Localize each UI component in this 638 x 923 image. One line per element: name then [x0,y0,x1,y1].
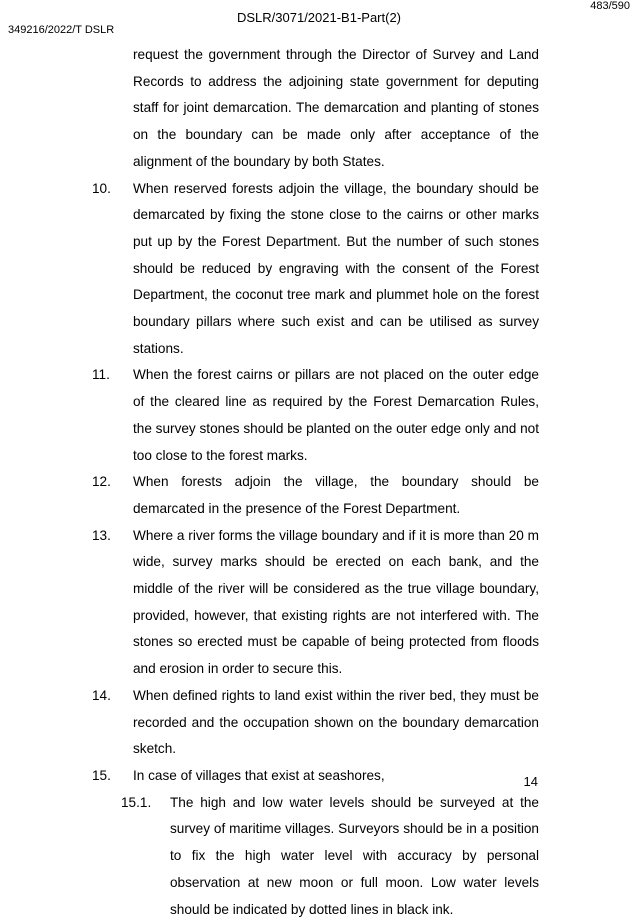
paragraph-number: 15. [92,767,111,783]
paragraph-text: When reserved forests adjoin the village, the boundary should be demarcated by fixing the stone close to the cairns or other marks put up by the Forest Department. But the number of such stones should be reduced by engraving with the consent of the Forest Department, the coconut tree mark and plummet hole on the forest boundary pillars where such exist and can be utilised as survey stations. [133,180,539,356]
file-reference: 349216/2022/T DSLR [8,24,115,36]
intro-paragraph [92,42,539,176]
paragraph-number: 12. [92,474,111,490]
page-counter: 483/590 [590,0,630,12]
paragraph-text: In case of villages that exist at seashores, [133,767,385,783]
subparagraph-number: 15.1. [121,794,152,810]
paragraph-number: 10. [92,180,111,196]
paragraph-text: When defined rights to land exist within the river bed, they must be recorded and the occupation shown on the boundary demarcation sketch. [133,687,539,757]
subparagraph-15-1 [92,790,539,923]
paragraph-number: 11. [92,367,110,383]
paragraph-13 [92,523,539,683]
document-reference: DSLR/3071/2021-B1-Part(2) [236,10,402,25]
paragraph-text: Where a river forms the village boundary and if it is more than 20 m wide, survey marks should be erected on each bank, and the middle of the river will be considered as the true village boundary, provided, however, that existing rights are not interfered with. The stones so erected must be capable of being protected from floods and erosion in order to secure this. [133,527,539,677]
paragraph-10 [92,176,539,363]
paragraph-text: When forests adjoin the village, the boundary should be demarcated in the presence of the Forest Department. [133,474,539,516]
paragraph-text: When the forest cairns or pillars are not placed on the outer edge of the cleared line as required by the Forest Demarcation Rules, the survey stones should be planted on the outer edge only and not too close to the forest marks. [133,367,539,463]
paragraph-number: 13. [92,527,111,543]
paragraph-14 [92,683,539,763]
paragraph-12 [92,469,539,522]
intro-text: request the government through the Director of Survey and Land Records to address the adjoining state government for deputing staff for joint demarcation. The demarcation and planting of stones on the boundary can be made only after acceptance of the alignment of the boundary by both States. [133,47,539,169]
subparagraph-text: The high and low water levels should be surveyed at the survey of maritime villages. Surveyors should be in a position to fix the high water level with accuracy by personal observation at new moon or full moon. Low water levels should be indicated by dotted lines in black ink. [170,794,539,917]
paragraph-11 [92,362,539,469]
document-body [92,42,539,923]
paragraph-15 [92,763,539,790]
paragraph-number: 14. [92,687,111,703]
page-number: 14 [523,774,538,789]
